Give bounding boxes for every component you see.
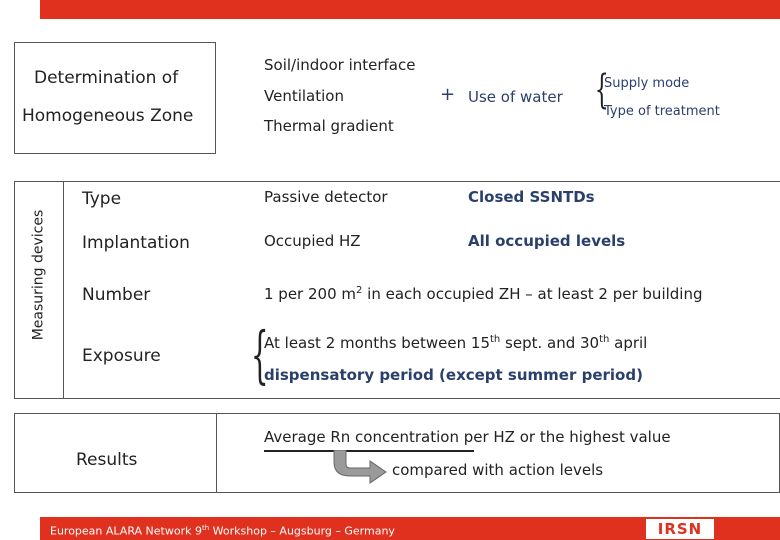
row-number-value-post: in each occupied ZH – at least 2 per building bbox=[362, 285, 703, 303]
devices-left-edge bbox=[14, 181, 15, 398]
devices-bottom-rule bbox=[14, 398, 780, 399]
factor-ventilation: Ventilation bbox=[264, 87, 344, 105]
exposure-line1-sup1: th bbox=[490, 334, 501, 345]
top-accent-bar bbox=[40, 0, 780, 19]
irsn-logo: IRSN bbox=[646, 519, 714, 539]
results-label: Results bbox=[76, 450, 138, 470]
row-implantation-label: Implantation bbox=[82, 233, 190, 253]
exposure-line1 bbox=[264, 334, 647, 352]
header-left-line1: Determination of bbox=[34, 68, 179, 88]
row-number-label: Number bbox=[82, 285, 151, 305]
row-type-value: Passive detector bbox=[264, 188, 388, 206]
factor-thermal-gradient: Thermal gradient bbox=[264, 117, 394, 135]
results-line1: Average Rn concentration per HZ or the highest value bbox=[264, 428, 671, 446]
measuring-devices-text: Measuring devices bbox=[30, 209, 47, 341]
water-option-type-treatment: Type of treatment bbox=[604, 104, 720, 119]
footer-text bbox=[50, 524, 395, 538]
exposure-line1-c: april bbox=[609, 334, 648, 352]
footer-text-sup: th bbox=[201, 524, 210, 532]
footer-text-a: European ALARA Network 9 bbox=[50, 524, 202, 538]
water-option-supply-mode: Supply mode bbox=[604, 76, 690, 91]
row-exposure-label: Exposure bbox=[82, 346, 161, 366]
exposure-line1-sup2: th bbox=[599, 334, 610, 345]
exposure-line2: dispensatory period (except summer period) bbox=[264, 366, 643, 384]
factor-soil-interface: Soil/indoor interface bbox=[264, 56, 416, 74]
use-of-water-label: Use of water bbox=[468, 88, 563, 106]
measuring-devices-label bbox=[26, 180, 50, 370]
row-implantation-value: Occupied HZ bbox=[264, 232, 361, 250]
devices-side-divider bbox=[63, 181, 64, 398]
footer-text-b: Workshop – Augsburg – Germany bbox=[209, 524, 395, 538]
row-type-label: Type bbox=[82, 189, 122, 209]
water-options-brace: { bbox=[594, 67, 609, 113]
row-number-value-pre: 1 per 200 m bbox=[264, 285, 357, 303]
exposure-brace: { bbox=[250, 318, 269, 391]
results-line2: compared with action levels bbox=[392, 461, 604, 479]
header-left-line2: Homogeneous Zone bbox=[22, 106, 194, 126]
exposure-line1-b: sept. and 30 bbox=[500, 334, 600, 352]
row-number-value-sup: 2 bbox=[356, 285, 363, 296]
row-number-value bbox=[264, 285, 703, 303]
row-type-detail: Closed SSNTDs bbox=[468, 188, 595, 206]
exposure-line1-a: At least 2 months between 15 bbox=[264, 334, 490, 352]
header-left-box bbox=[14, 42, 216, 154]
row-implantation-detail: All occupied levels bbox=[468, 232, 626, 250]
plus-sign: + bbox=[440, 84, 456, 105]
results-arrow-icon bbox=[330, 450, 390, 484]
devices-top-rule bbox=[14, 181, 780, 182]
results-divider bbox=[216, 413, 217, 493]
